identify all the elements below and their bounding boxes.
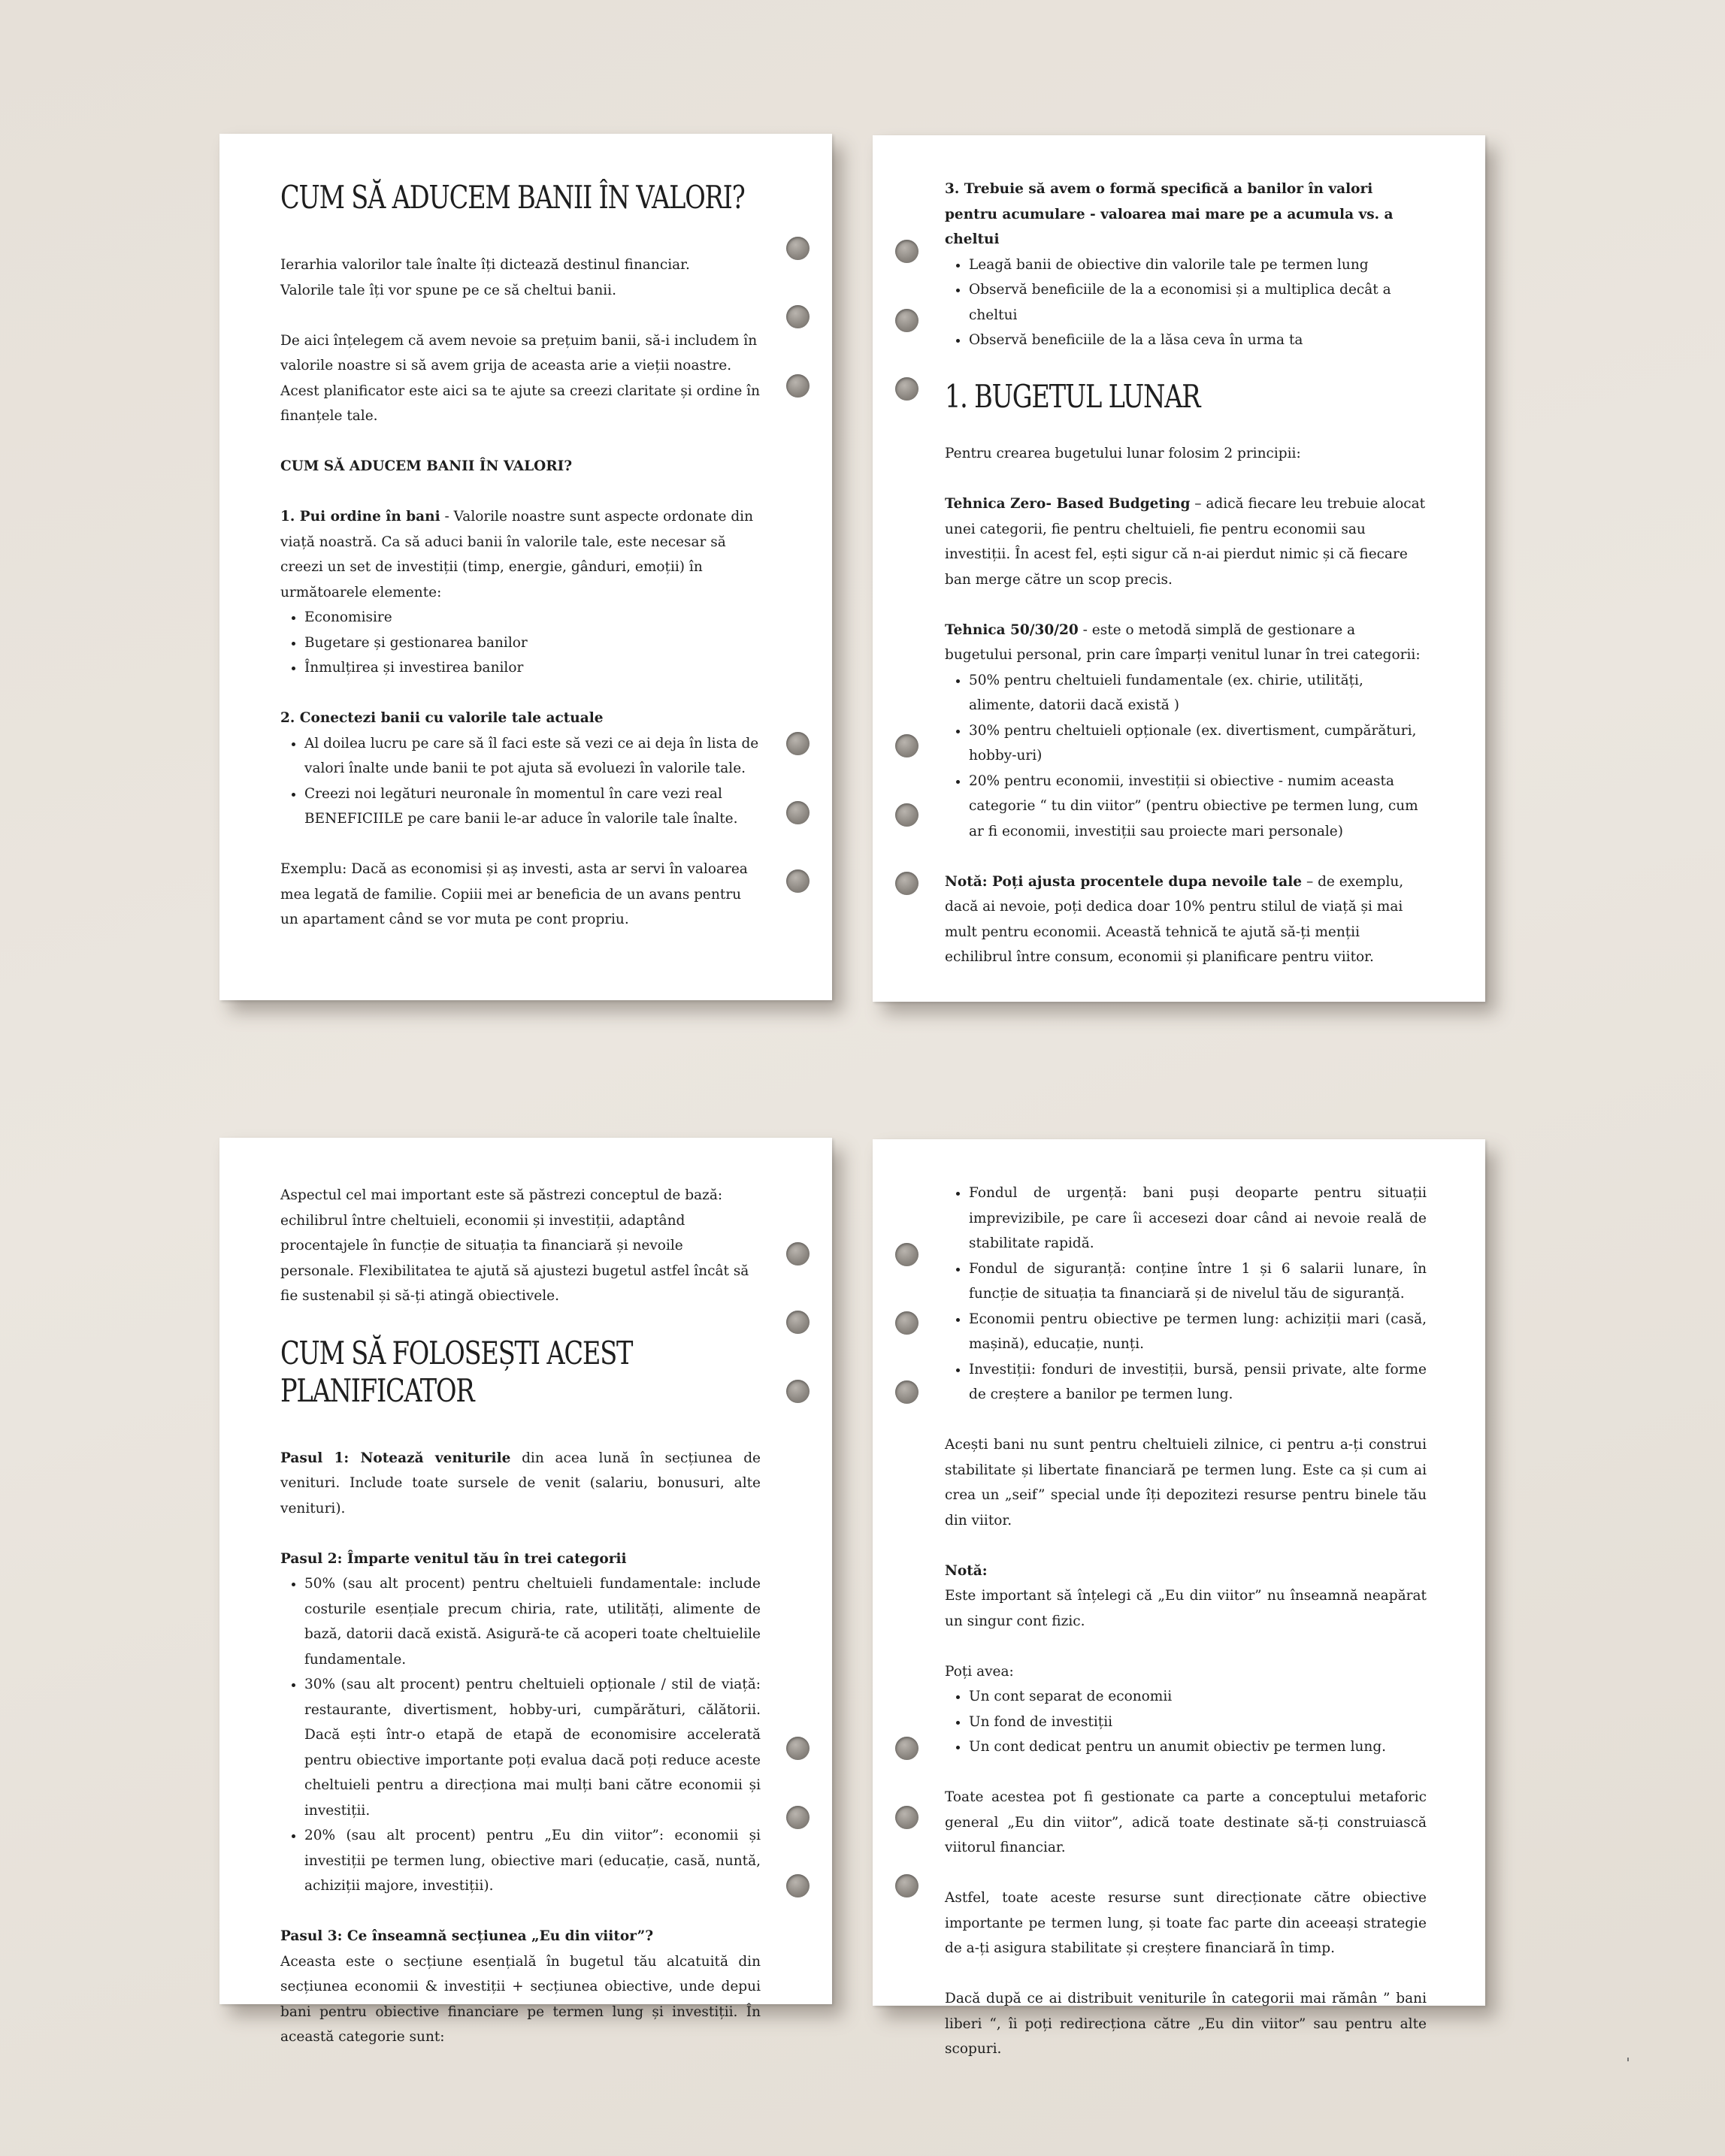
step-paragraph: Pasul 1: Notează veniturile din acea lună în secțiunea de venituri. Include toate sursele de venit (salariu, bonusuri, alte venituri). [280,1450,761,1516]
binder-hole-icon [895,872,918,895]
binder-hole-icon [895,1380,918,1404]
list-item: • 50% (sau alt procent) pentru cheltuieli fundamentale: include costurile esențiale precum chiria, rate, utilități, alimente de bază, datorii dacă există. Asigură-te că acoperi toate cheltuielile fundamentale. [304,1571,761,1672]
page-title: CUM SĂ ADUCEM BANII ÎN VALORI? [280,179,745,216]
list-item: • Observă beneficiile de la a economisi și a multiplica decât a cheltui [969,277,1427,328]
list-item: • 20% (sau alt procent) pentru „Eu din viitor”: economii și investiții pe termen lung, obiective mari (educație, casă, nuntă, achiziții majore, investiții). [304,1823,761,1899]
binder-hole-icon [895,377,918,401]
list-item: • Bugetare și gestionarea banilor [304,630,761,656]
list-item: • Fondul de urgență: bani puși deoparte pentru situații imprevizibile, pe care îi accesezi doar când ai nevoie reală de stabilitate rapidă. [969,1181,1427,1256]
list-item: • Investiții: fonduri de investiții, bursă, pensii private, alte forme de creștere a banilor pe termen lung. [969,1357,1427,1408]
intro-line: Valorile tale îți vor spune pe ce să cheltui banii. [280,282,616,298]
binder-hole-icon [895,1311,918,1335]
step-heading: 3. Trebuie să avem o formă specifică a banilor în valori pentru acumulare - valoarea mai mare pe a acumula vs. a cheltui [945,181,1394,247]
binder-hole-icon [786,869,810,893]
bullet-list [945,1684,1427,1760]
list-item: • Observă beneficiile de la a lăsa ceva în urma ta [969,328,1427,353]
stray-mark [1627,2058,1629,2061]
binder-hole-icon [895,803,918,827]
list-item: • 30% (sau alt procent) pentru cheltuieli opționale / stil de viață: restaurante, divertisment, hobby-uri, cumpărături, călătorii. Dacă ești într-o etapă de etapă de economisire accelerată pentru obiective importante poți evalua dacă poți reduce aceste cheltuieli pentru a direcționa mai mulți bani către economii și investiții. [304,1672,761,1823]
binder-hole-icon [786,374,810,398]
bullet-list [280,731,761,832]
list-item: • 50% pentru cheltuieli fundamentale (ex. chirie, utilități, alimente, datorii dacă există ) [969,668,1427,718]
page-title: 1. BUGETUL LUNAR [945,378,1200,415]
planner-page-monthly-budget [873,135,1485,1002]
binder-hole-icon [895,1737,918,1760]
step-heading: 2. Conectezi banii cu valorile tale actuale [280,710,604,726]
intro-paragraph: Aspectul cel mai important este să păstrezi conceptul de bază: echilibrul între cheltuieli, economii și investiții, adaptând procentajele în funcție de situația ta financiară și nevoile personale. Flexibilitatea te ajută să ajustezi bugetul astfel încât să fie sustenabil și să-ți atingă obiectivele. [280,1187,749,1304]
bullet-list [945,1181,1427,1408]
list-item: • Un cont separat de economii [969,1684,1427,1710]
binder-hole-icon [786,1380,810,1403]
binder-hole-icon [786,1874,810,1897]
list-item: • Înmulțirea și investirea banilor [304,655,761,681]
bullet-list [280,1571,761,1899]
list-item: • Fondul de siguranță: conține între 1 și 6 salarii lunare, în funcție de situația ta financiară și de nivelul tău de siguranță. [969,1256,1427,1307]
binder-hole-icon [786,1242,810,1265]
note-label: Notă: [945,1562,988,1579]
bullet-list [945,668,1427,845]
list-item: • Creezi noi legături neuronale în momentul în care vezi real BENEFICIILE pe care banii le-ar aduce în valorile tale înalte. [304,782,761,832]
binder-hole-icon [786,732,810,755]
body-paragraph: Dacă după ce ai distribuit veniturile în categorii mai rămân ” bani liberi “, îi poți redirecționa către „Eu din viitor” sau pentru alte scopuri. [945,1991,1427,2057]
intro-paragraph: De aici înțelegem că avem nevoie sa prețuim banii, să-i includem în valorile noastre si să avem grija de aceasta arie a vieții noastre. Acest planificator este aici sa te ajute sa creezi claritate și ordine în finanțele tale. [280,332,760,424]
list-item: • Un cont dedicat pentru un anumit obiectiv pe termen lung. [969,1734,1427,1760]
binder-hole-icon [895,734,918,757]
technique-paragraph: Tehnica Zero- Based Budgeting – adică fiecare leu trebuie alocat unei categorii, fie pentru cheltuieli, fie pentru economii sau investiții. În acest fel, ești sigur că n-ai pierdut nimic și că fiecare ban merge către un scop precis. [945,496,1426,588]
list-item: • Leagă banii de obiective din valorile tale pe termen lung [969,252,1427,278]
list-item: • 30% pentru cheltuieli opționale (ex. divertisment, cumpărături, hobby-uri) [969,718,1427,769]
binder-hole-icon [895,1874,918,1897]
binder-hole-icon [895,240,918,263]
binder-hole-icon [895,1243,918,1266]
bullet-list [280,605,761,681]
binder-hole-icon [786,237,810,260]
technique-paragraph: Tehnica 50/30/20 - este o metodă simplă de gestionare a bugetului personal, prin care împarți venitul lunar în trei categorii: [945,621,1421,663]
body-paragraph: Astfel, toate aceste resurse sunt direcționate către obiective importante pe termen lung, și toate fac parte din aceeași strategie de a-ți asigura stabilitate și creștere financiară în timp. [945,1890,1427,1956]
list-item: • Al doilea lucru pe care să îl faci este să vezi ce ai deja în lista de valori înalte unde banii te pot ajuta să evoluezi în valorile tale. [304,731,761,782]
binder-hole-icon [895,1806,918,1829]
intro-line: Ierarhia valorilor tale înalte îți dictează destinul financiar. [280,257,690,273]
page-title: CUM SĂ FOLOSEȘTI ACEST PLANIFICATOR [280,1334,633,1409]
binder-hole-icon [895,309,918,332]
binder-hole-icon [786,1737,810,1760]
list-item: • Economii pentru obiective pe termen lung: achiziții mari (casă, mașină), educație, nunți. [969,1307,1427,1357]
body-paragraph: Toate acestea pot fi gestionate ca parte a conceptului metaforic general „Eu din viitor”, adică toate destinate să-ți construiască viitorul financiar. [945,1789,1427,1855]
list-item: • Un fond de investiții [969,1710,1427,1735]
intro-paragraph: Pentru crearea bugetului lunar folosim 2 principii: [945,446,1301,461]
bullet-list [945,252,1427,353]
binder-hole-icon [786,305,810,328]
note-paragraph: Notă: Poți ajusta procentele dupa nevoile tale – de exemplu, dacă ai nevoie, poți dedica doar 10% pentru stilul de viață și mai mult pentru economii. Această tehnică te ajută să-ți menții echilibrul între consum, economii și planificare pentru viitor. [945,873,1404,965]
example-paragraph: Exemplu: Dacă as economisi și aș investi, asta ar servi în valoarea mea legată de familie. Copiii mei ar beneficia de un avans pentru un apartament când se vor muta pe cont propriu. [280,861,748,927]
planner-page-values [219,134,832,1000]
step-heading: Pasul 3: Ce înseamnă secțiunea „Eu din viitor”? [280,1928,654,1944]
binder-hole-icon [786,801,810,824]
note-paragraph: Este important să înțelegi că „Eu din viitor” nu înseamnă neapărat un singur cont fizic. [945,1588,1427,1629]
section-subtitle: CUM SĂ ADUCEM BANII ÎN VALORI? [280,458,573,474]
binder-hole-icon [786,1806,810,1829]
step-paragraph: 1. Pui ordine în bani - Valorile noastre sunt aspecte ordonate din viață noastră. Ca să aduci banii în valorile tale, este necesar să creezi un set de investiții (timp, energie, gânduri, emoții) în următoarele elemente: [280,509,753,600]
step-paragraph: Aceasta este o secțiune esențială în bugetul tău alcatuită din secțiunea economii & investiții + secțiunea obiective, unde depui bani pentru obiective financiare pe termen lung și investiții. În această categorie sunt: [280,1953,761,2045]
body-paragraph: Poți avea: [945,1663,1014,1680]
planner-page-how-to-use [219,1138,832,2045]
planner-page-future-self [873,1139,1485,2057]
list-item: • 20% pentru economii, investiții si obiective - numim aceasta categorie “ tu din viitor” (pentru obiective pe termen lung, cum ar fi economii, investiții sau proiecte mari personale) [969,769,1427,845]
list-item: • Economisire [304,605,761,630]
body-paragraph: Acești bani nu sunt pentru cheltuieli zilnice, ci pentru a-ți construi stabilitate și libertate financiară pe termen lung. Este ca și cum ai crea un „seif” special unde îți depozitezi resurse pentru binele tău din viitor. [945,1437,1427,1529]
binder-hole-icon [786,1311,810,1334]
step-heading: Pasul 2: Împarte venitul tău în trei categorii [280,1550,627,1567]
